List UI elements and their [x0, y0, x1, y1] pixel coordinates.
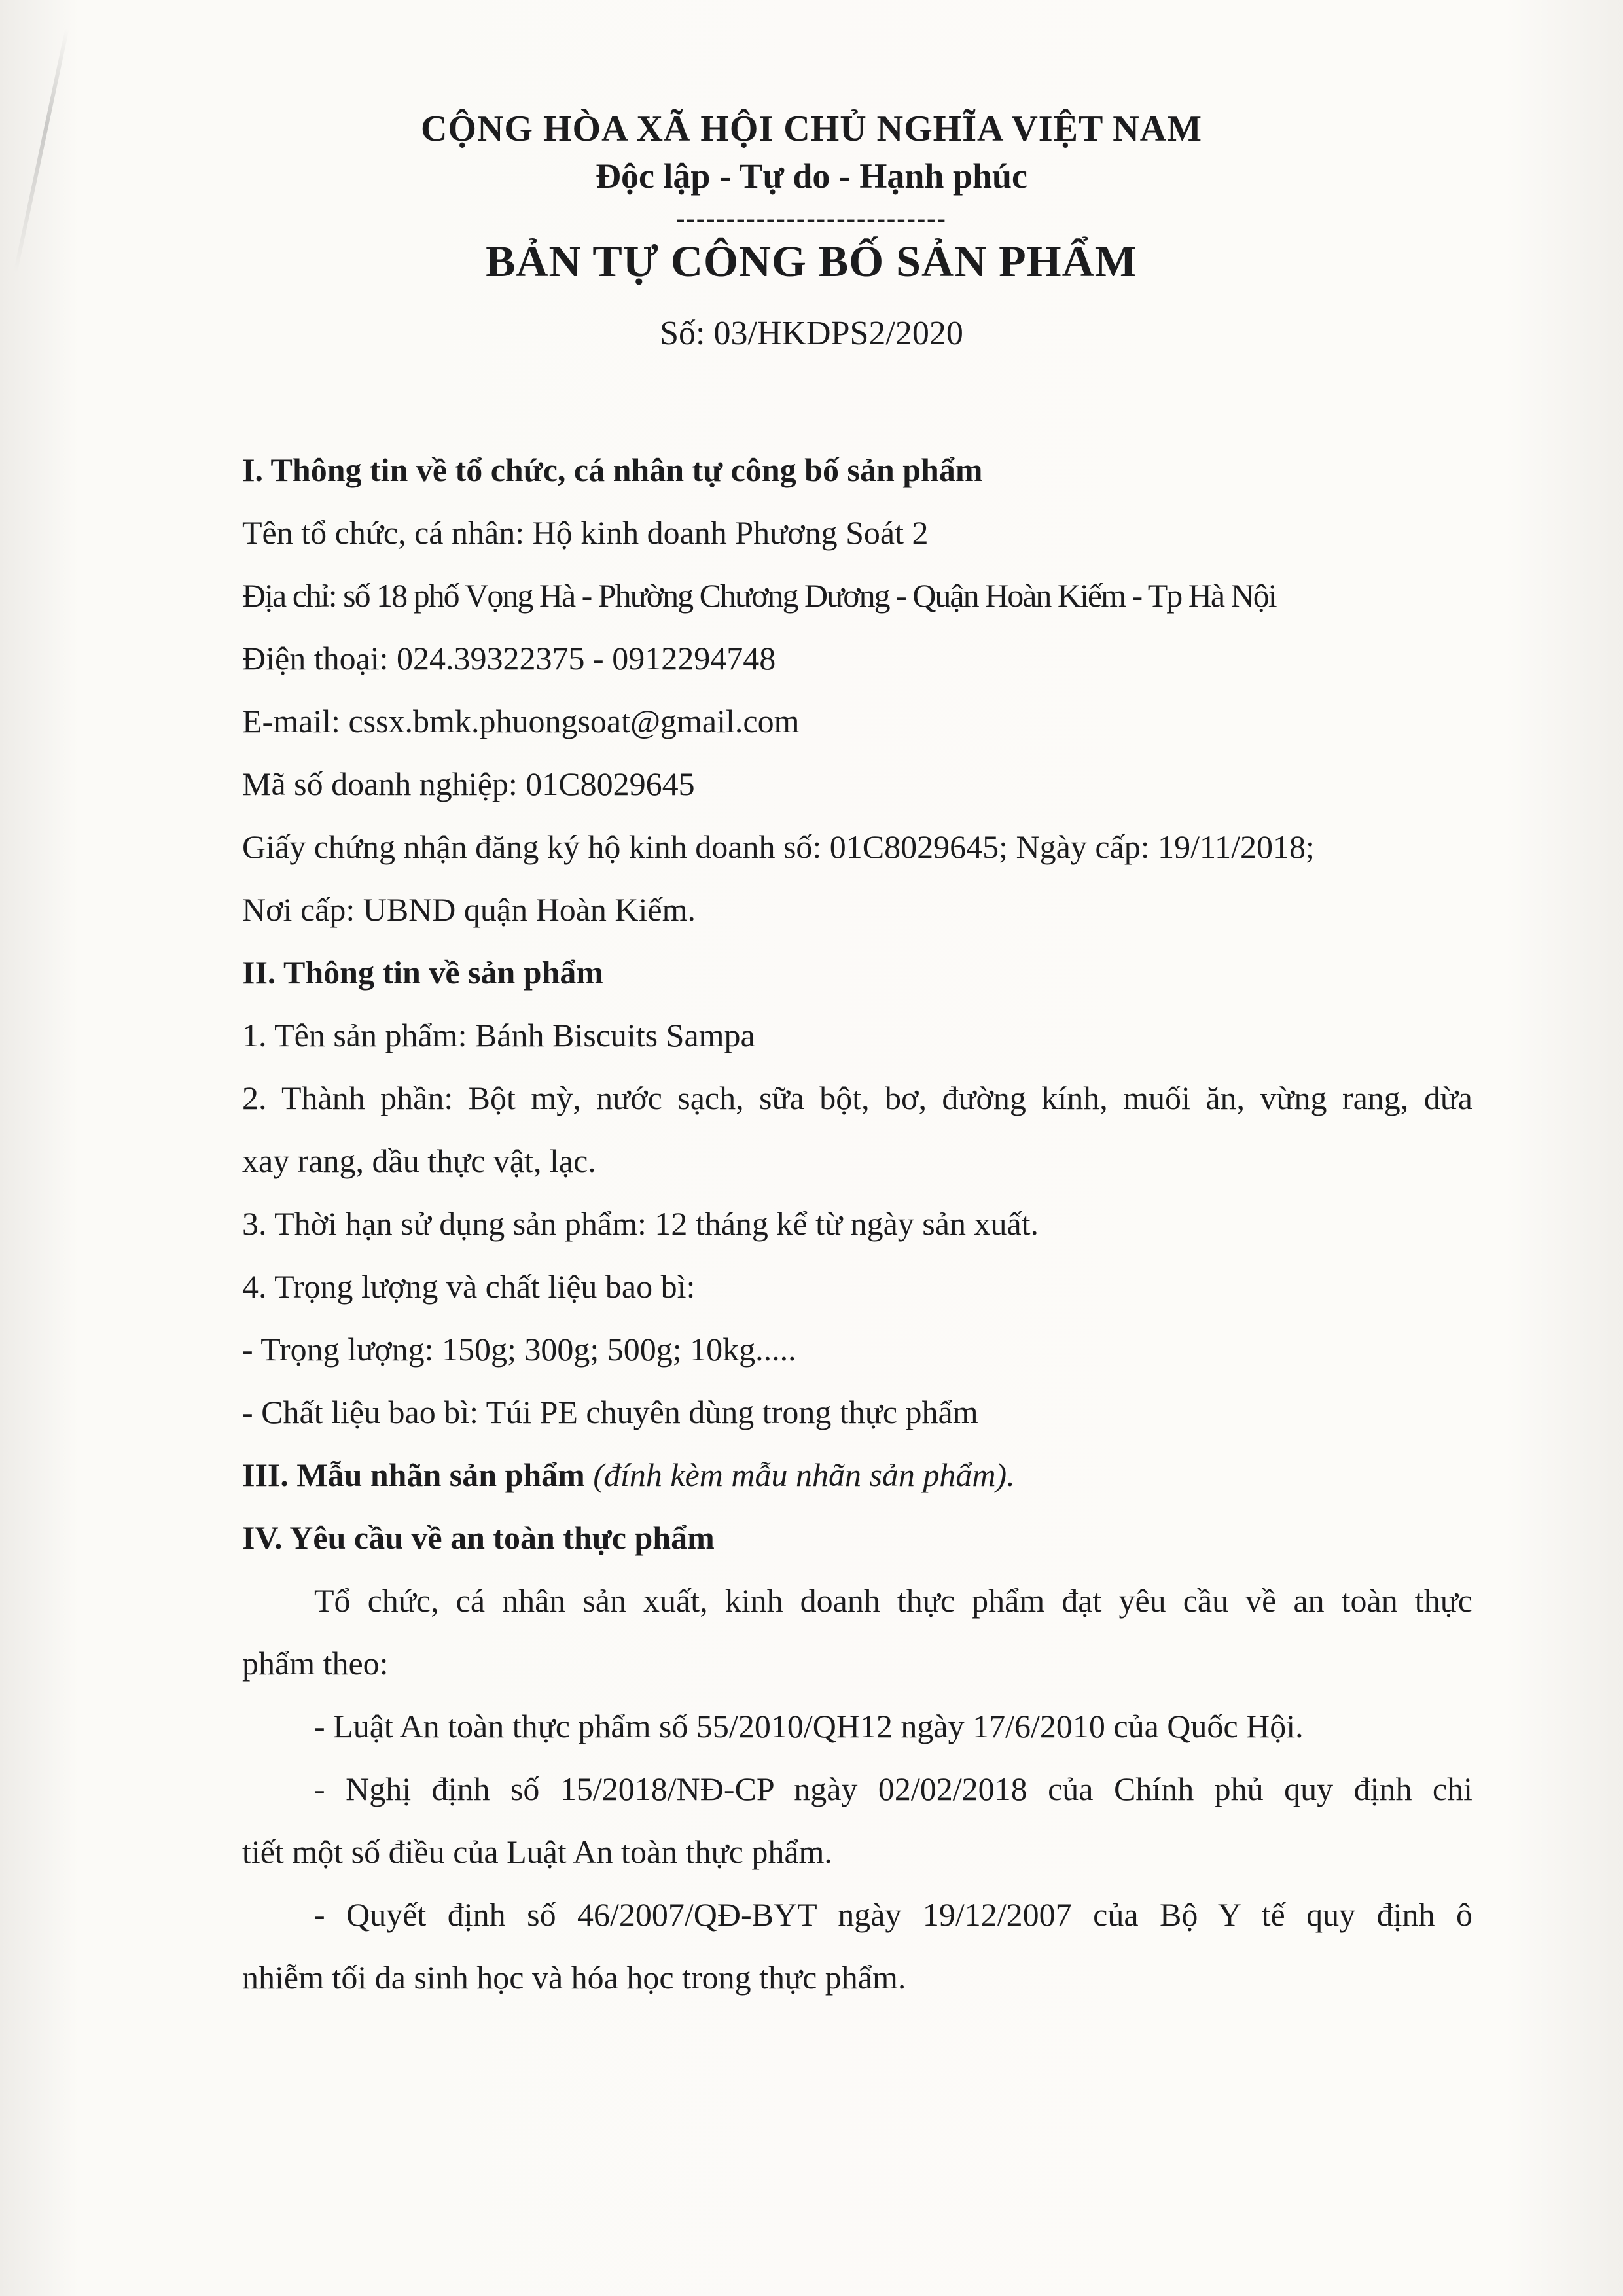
safety-intro-line: Tổ chức, cá nhân sản xuất, kinh doanh thực phẩm đạt yêu cầu về an toàn thực: [314, 1582, 1472, 1619]
section-3-note: (đính kèm mẫu nhãn sản phẩm).: [593, 1457, 1015, 1493]
motto: Độc lập - Tự do - Hạnh phúc: [595, 156, 1028, 196]
weight-line: - Trọng lượng: 150g; 300g; 500g; 10kg.....: [242, 1331, 796, 1368]
decree-reference-line-cont: tiết một số điều của Luật An toàn thực phẩm.: [242, 1833, 832, 1870]
document-number: Số: 03/HKDPS2/2020: [660, 315, 963, 352]
packaging-heading-line: 4. Trọng lượng và chất liệu bao bì:: [242, 1268, 696, 1305]
phone-line: Điện thoại: 024.39322375 - 0912294748: [242, 640, 776, 677]
decree-reference-line: - Nghị định số 15/2018/NĐ-CP ngày 02/02/2018 của Chính phủ quy định chi: [314, 1771, 1472, 1807]
ingredients-line: 2. Thành phần: Bột mỳ, nước sạch, sữa bột, bơ, đường kính, muối ăn, vừng rang, dừa: [242, 1080, 1472, 1116]
section-3-heading-line: [242, 1443, 1472, 1506]
email-line: E-mail: cssx.bmk.phuongsoat@gmail.com: [242, 703, 800, 739]
document-body: [242, 438, 1472, 2009]
header-separator: ---------------------------: [676, 203, 947, 233]
document-title: BẢN TỰ CÔNG BỐ SẢN PHẨM: [486, 236, 1137, 286]
decision-reference-line-cont: nhiễm tối da sinh học và hóa học trong thực phẩm.: [242, 1959, 906, 1996]
decision-reference-line: - Quyết định số 46/2007/QĐ-BYT ngày 19/12/2007 của Bộ Y tế quy định ô: [314, 1896, 1472, 1933]
packaging-material-line: - Chất liệu bao bì: Túi PE chuyên dùng trong thực phẩm: [242, 1394, 978, 1430]
registration-line: Giấy chứng nhận đăng ký hộ kinh doanh số: 01C8029645; Ngày cấp: 19/11/2018;: [242, 828, 1315, 865]
ingredients-line-cont: xay rang, dầu thực vật, lạc.: [242, 1142, 596, 1179]
safety-intro-line-cont: phẩm theo:: [242, 1645, 389, 1682]
nation-heading: CỘNG HÒA XÃ HỘI CHỦ NGHĨA VIỆT NAM: [420, 109, 1203, 149]
issued-by-line: Nơi cấp: UBND quận Hoàn Kiếm.: [242, 891, 696, 928]
address-line: Địa chỉ: số 18 phố Vọng Hà - Phường Chương Dương - Quận Hoàn Kiếm - Tp Hà Nội: [242, 577, 1276, 614]
section-1-heading: I. Thông tin về tổ chức, cá nhân tự công bố sản phẩm: [242, 451, 983, 488]
org-name-line: Tên tổ chức, cá nhân: Hộ kinh doanh Phương Soát 2: [242, 514, 929, 551]
law-reference-line: - Luật An toàn thực phẩm số 55/2010/QH12 ngày 17/6/2010 của Quốc Hội.: [314, 1708, 1304, 1744]
section-2-heading: II. Thông tin về sản phẩm: [242, 954, 604, 991]
product-name-line: 1. Tên sản phẩm: Bánh Biscuits Sampa: [242, 1017, 755, 1053]
business-code-line: Mã số doanh nghiệp: 01C8029645: [242, 766, 695, 802]
section-3-heading: III. Mẫu nhãn sản phẩm: [242, 1457, 585, 1493]
section-4-heading: IV. Yêu cầu về an toàn thực phẩm: [242, 1519, 715, 1556]
shelf-life-line: 3. Thời hạn sử dụng sản phẩm: 12 tháng kể từ ngày sản xuất.: [242, 1205, 1039, 1242]
